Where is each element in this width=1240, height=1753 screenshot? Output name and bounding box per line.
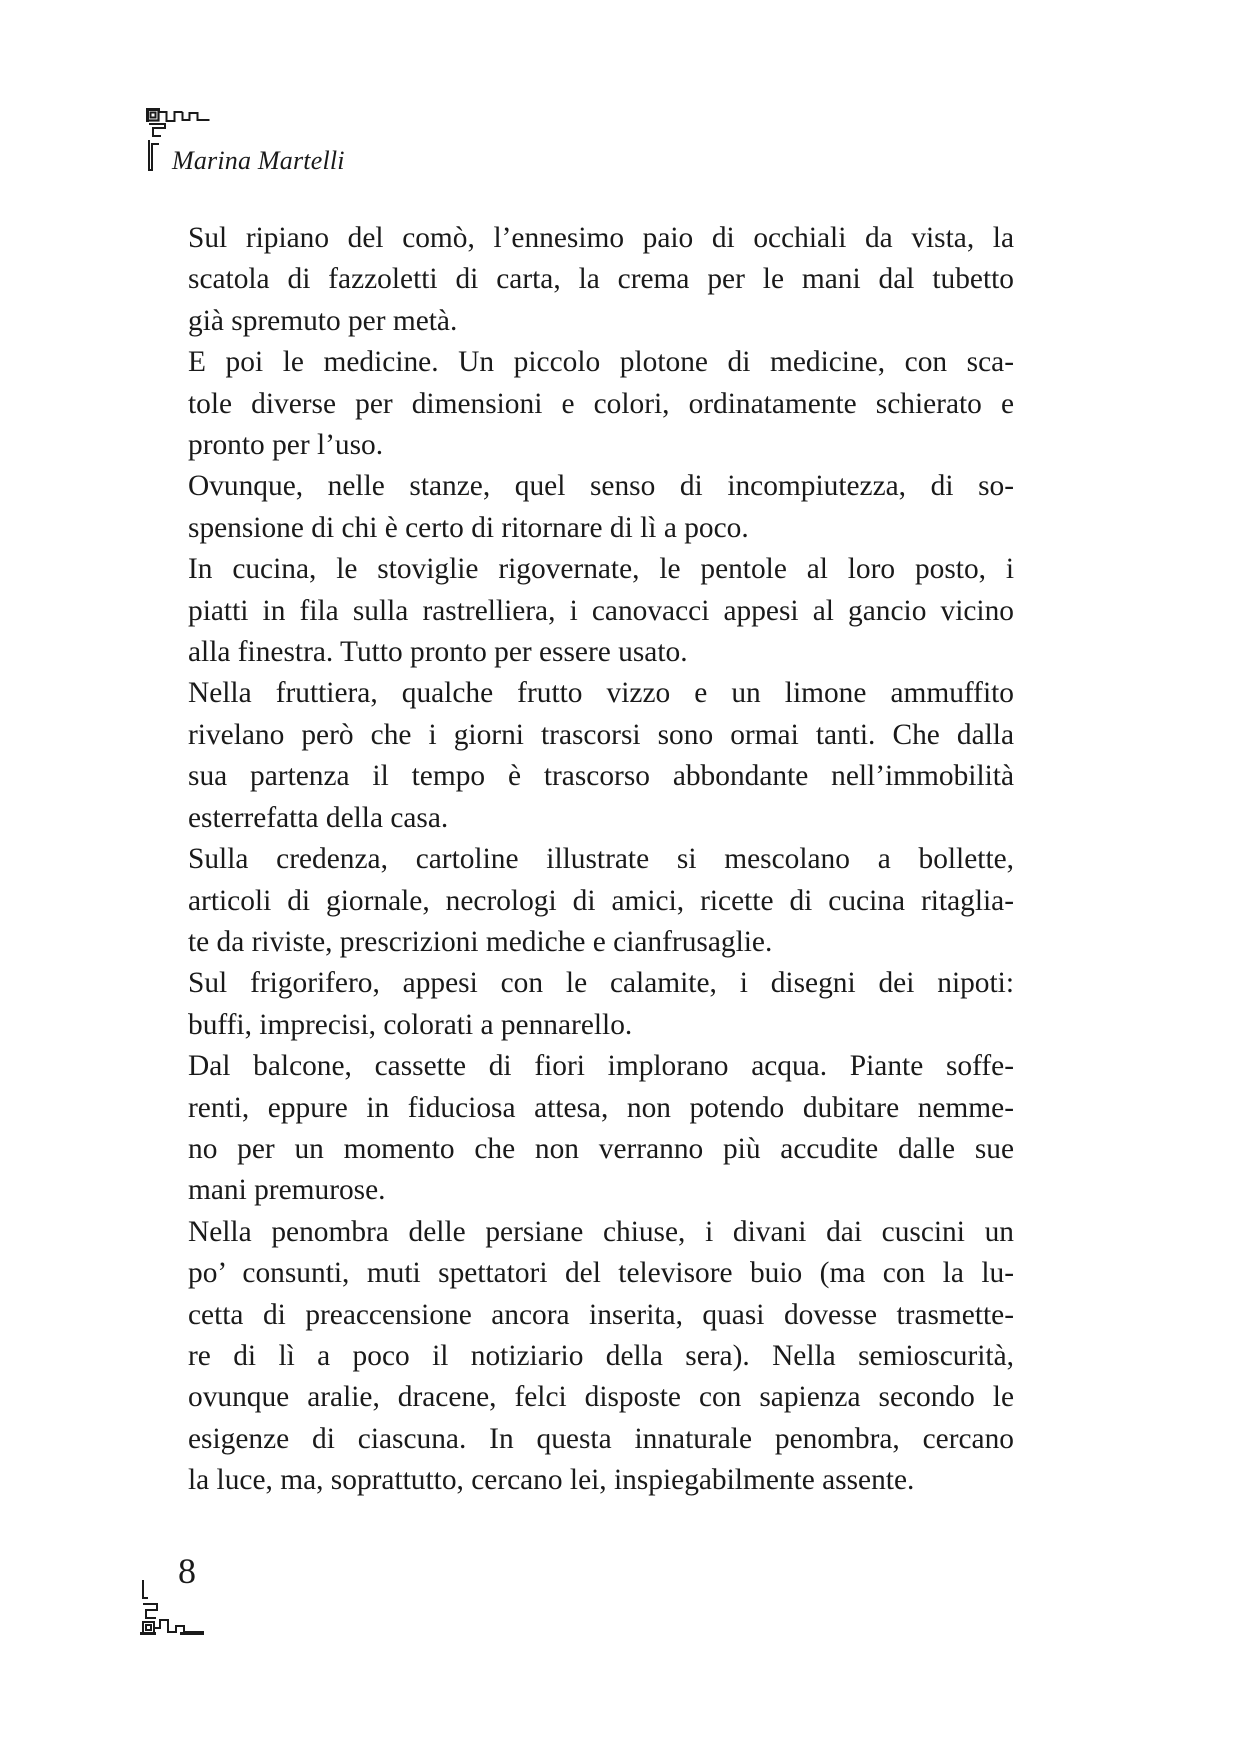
text-line: re di lì a poco il notiziario della sera). Nella semioscurità,: [188, 1339, 1014, 1372]
paragraph: [146, 342, 1014, 466]
text-line: esterrefatta della casa.: [188, 801, 449, 834]
text-line: la luce, ma, soprattutto, cercano lei, inspiegabilmente assente.: [188, 1464, 915, 1497]
text-line: buffi, imprecisi, colorati a pennarello.: [188, 1008, 633, 1041]
text-line: In cucina, le stoviglie rigovernate, le pentole al loro posto, i: [188, 553, 1014, 586]
paragraph: [146, 839, 1014, 963]
body-text: [146, 218, 1014, 1502]
text-line: no per un momento che non verranno più accudite dalle sue: [188, 1132, 1014, 1165]
paragraph: [146, 1212, 1014, 1502]
text-line: Sul frigorifero, appesi con le calamite, i disegni dei nipoti:: [188, 967, 1014, 1000]
text-line: te da riviste, prescrizioni mediche e cianfrusaglie.: [188, 925, 773, 958]
text-line: Ovunque, nelle stanze, quel senso di incompiutezza, di so-: [188, 470, 1014, 503]
text-line: già spremuto per metà.: [188, 304, 458, 337]
text-line: scatola di fazzoletti di carta, la crema per le mani dal tubetto: [188, 263, 1014, 296]
text-line: Sulla credenza, cartoline illustrate si mescolano a bollette,: [188, 843, 1014, 876]
paragraph: [146, 1046, 1014, 1212]
text-line: esigenze di ciascuna. In questa innaturale penombra, cercano: [188, 1422, 1014, 1455]
text-line: cetta di preaccensione ancora inserita, quasi dovesse trasmette-: [188, 1298, 1014, 1331]
text-line: rivelano però che i giorni trascorsi sono ormai tanti. Che dalla: [188, 718, 1014, 751]
paragraph: [146, 549, 1014, 673]
text-line: alla finestra. Tutto pronto per essere usato.: [188, 636, 688, 669]
text-line: pronto per l’uso.: [188, 429, 384, 462]
paragraph: [146, 466, 1014, 549]
text-line: spensione di chi è certo di ritornare di lì a poco.: [188, 511, 749, 544]
text-line: E poi le medicine. Un piccolo plotone di medicine, con sca-: [188, 346, 1014, 379]
text-line: ovunque aralie, dracene, felci disposte con sapienza secondo le: [188, 1381, 1014, 1414]
paragraph: [146, 963, 1014, 1046]
text-line: Nella fruttiera, qualche frutto vizzo e un limone ammuffito: [188, 677, 1014, 710]
text-line: Dal balcone, cassette di fiori implorano acqua. Piante soffe-: [188, 1050, 1014, 1083]
text-line: po’ consunti, muti spettatori del televisore buio (ma con la lu-: [188, 1257, 1014, 1290]
text-line: renti, eppure in fiduciosa attesa, non potendo dubitare nemme-: [188, 1091, 1014, 1124]
greek-key-footer-icon: [140, 1578, 206, 1638]
text-line: piatti in fila sulla rastrelliera, i canovacci appesi al gancio vicino: [188, 594, 1014, 627]
text-line: articoli di giornale, necrologi di amici, ricette di cucina ritaglia-: [188, 884, 1014, 917]
running-head-author: Marina Martelli: [172, 146, 345, 175]
text-line: mani premurose.: [188, 1174, 386, 1207]
paragraph: [146, 673, 1014, 839]
page-number: 8: [178, 1551, 196, 1591]
paragraph: [146, 218, 1014, 342]
text-line: Nella penombra delle persiane chiuse, i divani dai cuscini un: [188, 1215, 1014, 1248]
text-line: tole diverse per dimensioni e colori, ordinatamente schierato e: [188, 387, 1014, 420]
text-line: sua partenza il tempo è trascorso abbondante nell’immobilità: [188, 760, 1014, 793]
text-line: Sul ripiano del comò, l’ennesimo paio di occhiali da vista, la: [188, 222, 1014, 254]
